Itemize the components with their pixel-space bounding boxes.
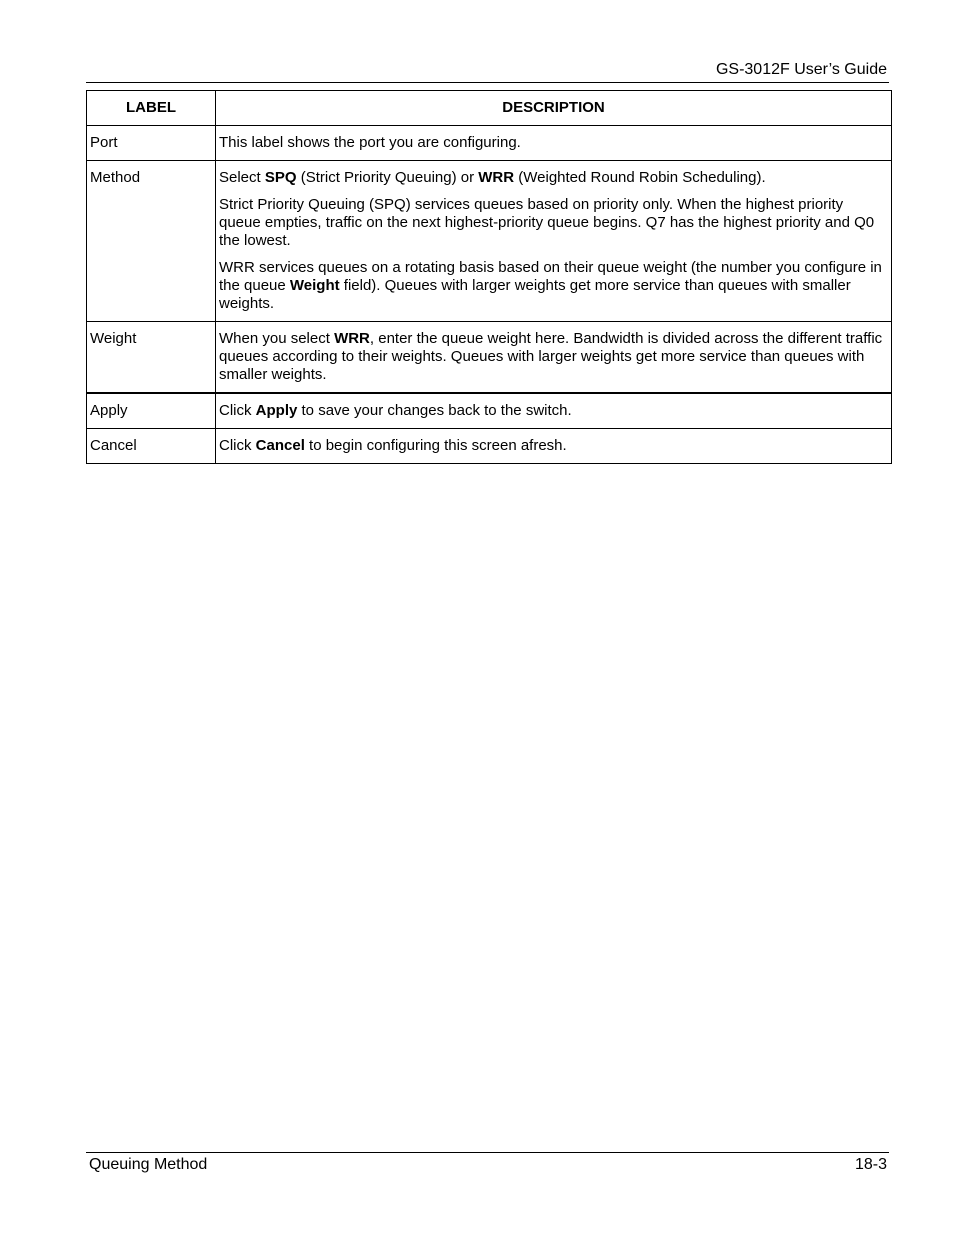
row-label: Method xyxy=(87,161,216,322)
row-description xyxy=(216,161,892,322)
document-title: GS-3012F User’s Guide xyxy=(715,61,887,78)
row-label: Weight xyxy=(87,322,216,394)
table-row-weight xyxy=(87,322,892,394)
page-header xyxy=(86,60,889,83)
table-row-port xyxy=(87,126,892,161)
table-row-method xyxy=(87,161,892,322)
page-number: 18-3 xyxy=(854,1156,887,1173)
row-description: Click Cancel to begin configuring this screen afresh. xyxy=(216,429,892,464)
method-paragraph-wrr: WRR services queues on a rotating basis based on their queue weight (the number you configure in the queue Weight field). Queues with larger weights get more service than queues with smaller weights. xyxy=(219,259,882,312)
page-footer xyxy=(86,1152,889,1177)
row-description: When you select WRR, enter the queue weight here. Bandwidth is divided across the different traffic queues according to their weights. Queues with larger weights get more service than queues with smaller weights. xyxy=(216,322,892,394)
row-label: Port xyxy=(87,126,216,161)
field-description-table xyxy=(86,90,892,464)
method-paragraph-select: Select SPQ (Strict Priority Queuing) or WRR (Weighted Round Robin Scheduling). xyxy=(219,169,766,186)
row-description: This label shows the port you are configuring. xyxy=(216,126,892,161)
description-column-header: DESCRIPTION xyxy=(216,91,892,126)
table-header-row xyxy=(87,91,892,126)
footer-section-title: Queuing Method xyxy=(89,1156,208,1173)
table-row-cancel xyxy=(87,429,892,464)
table-row-apply xyxy=(87,393,892,429)
label-column-header: LABEL xyxy=(87,91,216,126)
row-label: Cancel xyxy=(87,429,216,464)
row-description: Click Apply to save your changes back to the switch. xyxy=(216,393,892,429)
method-paragraph-spq: Strict Priority Queuing (SPQ) services queues based on priority only. When the highest priority queue empties, traffic on the next highest-priority queue begins. Q7 has the highest priority and Q0 the lowest. xyxy=(219,196,875,249)
row-label: Apply xyxy=(87,393,216,429)
